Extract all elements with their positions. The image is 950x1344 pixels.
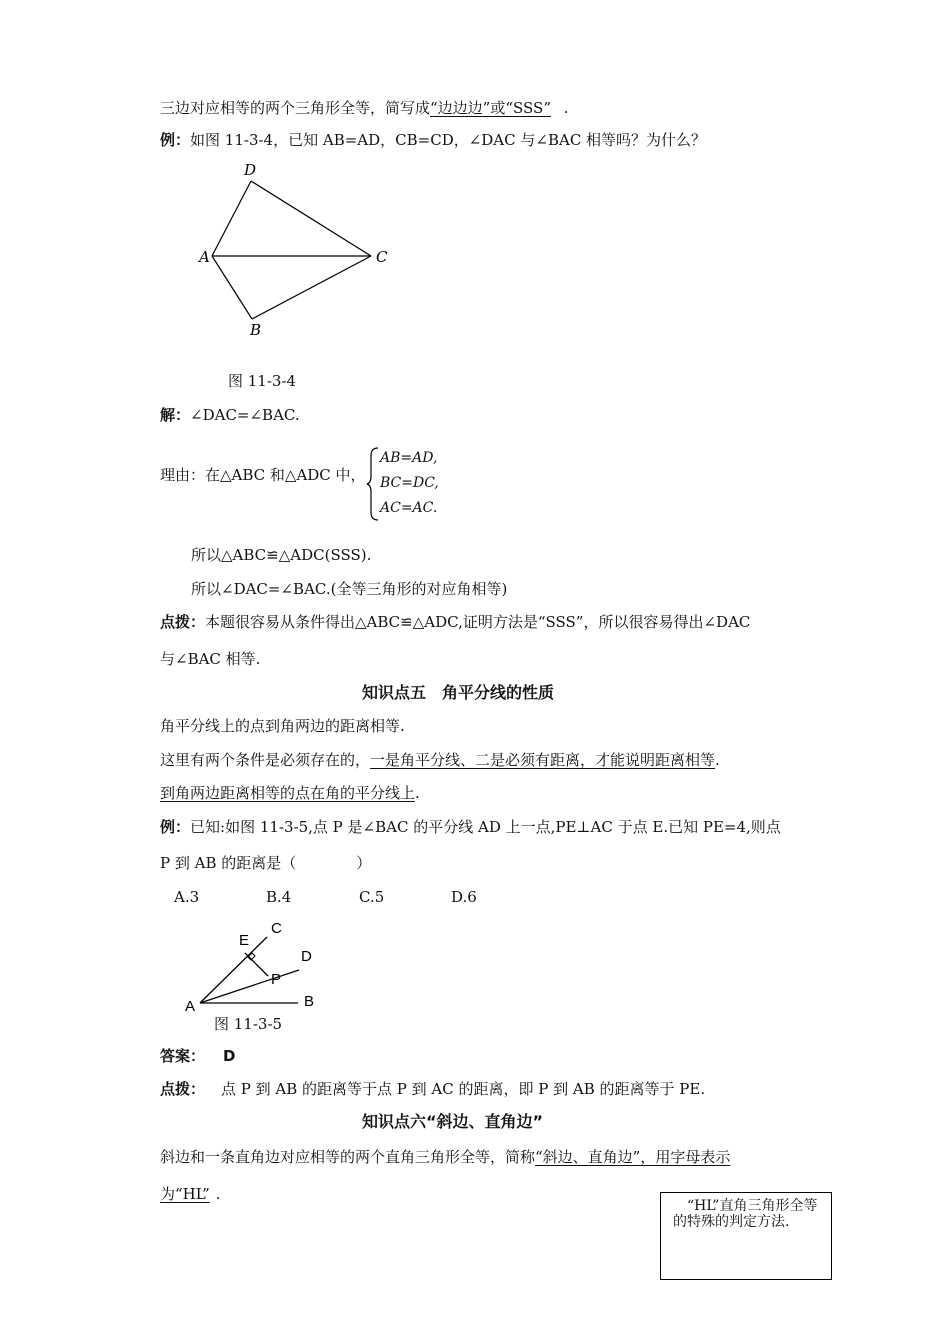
conclusion-congruent: 所以△ABC≌△ADC(SSS). [191,546,372,564]
option-b: B.4 [266,888,292,906]
hl-definition-line-1: 斜边和一条直角边对应相等的两个直角三角形全等，简称“斜边、直角边”，用字母表示 [160,1148,731,1166]
segment-bc [252,256,371,319]
hl-note-text: “HL”直角三角形全等的特殊的判定方法. [673,1198,818,1230]
tip-2-line: 点拨： 点 P 到 AB 的距离等于点 P 到 AC 的距离，即 P 到 AB 的距离等于 PE. [160,1080,706,1098]
brace-icon [366,446,380,522]
bisector-converse: 到角两边距离相等的点在角的平分线上. [160,784,420,802]
sss-definition: 三边对应相等的两个三角形全等，简写成“边边边”或“SSS” . [160,99,569,117]
example-1-question: 例：如图 11-3-4，已知 AB=AD，CB=CD，∠DAC 与∠BAC 相等吗？为什么？ [160,131,707,149]
segment-ab [212,256,252,319]
bisector-property: 角平分线上的点到角两边的距离相等. [160,717,405,735]
reason-line: 理由：在△ABC 和△ADC 中， [160,466,366,484]
answer-line: 答案： D [160,1047,236,1065]
tip-1-line-2: 与∠BAC 相等. [160,650,261,668]
label-c: C [376,248,388,266]
label-d2: D [301,948,312,965]
label-a: A [199,248,210,266]
option-d: D.6 [451,888,477,906]
condition-ac-ac: AC=AC. [380,500,438,516]
sss-term: “边边边”或“SSS” [430,99,551,117]
segment-ad [212,181,251,256]
example-2-line-2: P 到 AB 的距离是（ ） [160,854,372,872]
tip-1-line-1: 点拨：本题很容易从条件得出△ABC≌△ADC,证明方法是“SSS”，所以很容易得出∠DAC [160,613,751,631]
figure-11-3-4 [190,155,410,345]
ray-ad [200,970,299,1003]
option-c: C.5 [359,888,385,906]
label-e: E [239,932,250,949]
figure-caption-11-3-4: 图 11-3-4 [228,372,297,390]
figure-caption-11-3-5: 图 11-3-5 [214,1015,283,1033]
label-c2: C [271,920,282,937]
example-2-line-1: 例：已知:如图 11-3-5,点 P 是∠BAC 的平分线 AD 上一点,PE⊥AC 于点 E.已知 PE=4,则点 [160,818,781,836]
hl-definition-line-2: 为“HL” . [160,1185,221,1203]
label-p: P [271,971,282,988]
solution-line: 解：∠DAC=∠BAC. [160,406,300,424]
condition-ab-ad: AB=AD, [380,450,438,466]
figure-11-3-5 [180,915,330,1015]
hl-note-box [660,1192,832,1280]
bisector-conditions: 这里有两个条件是必须存在的，一是角平分线、二是必须有距离，才能说明距离相等. [160,751,720,769]
option-a: A.3 [174,888,200,906]
section-5-heading: 知识点五 角平分线的性质 [362,683,555,702]
condition-bc-dc: BC=DC, [380,475,439,491]
label-d: D [244,161,257,179]
conclusion-angles: 所以∠DAC=∠BAC.(全等三角形的对应角相等) [191,580,508,598]
segment-dc [251,181,371,256]
section-6-heading: 知识点六“斜边、直角边” [362,1112,544,1131]
label-b: B [250,321,262,339]
ray-ac [200,937,267,1003]
label-b2: B [304,993,315,1010]
label-a2: A [185,998,196,1015]
